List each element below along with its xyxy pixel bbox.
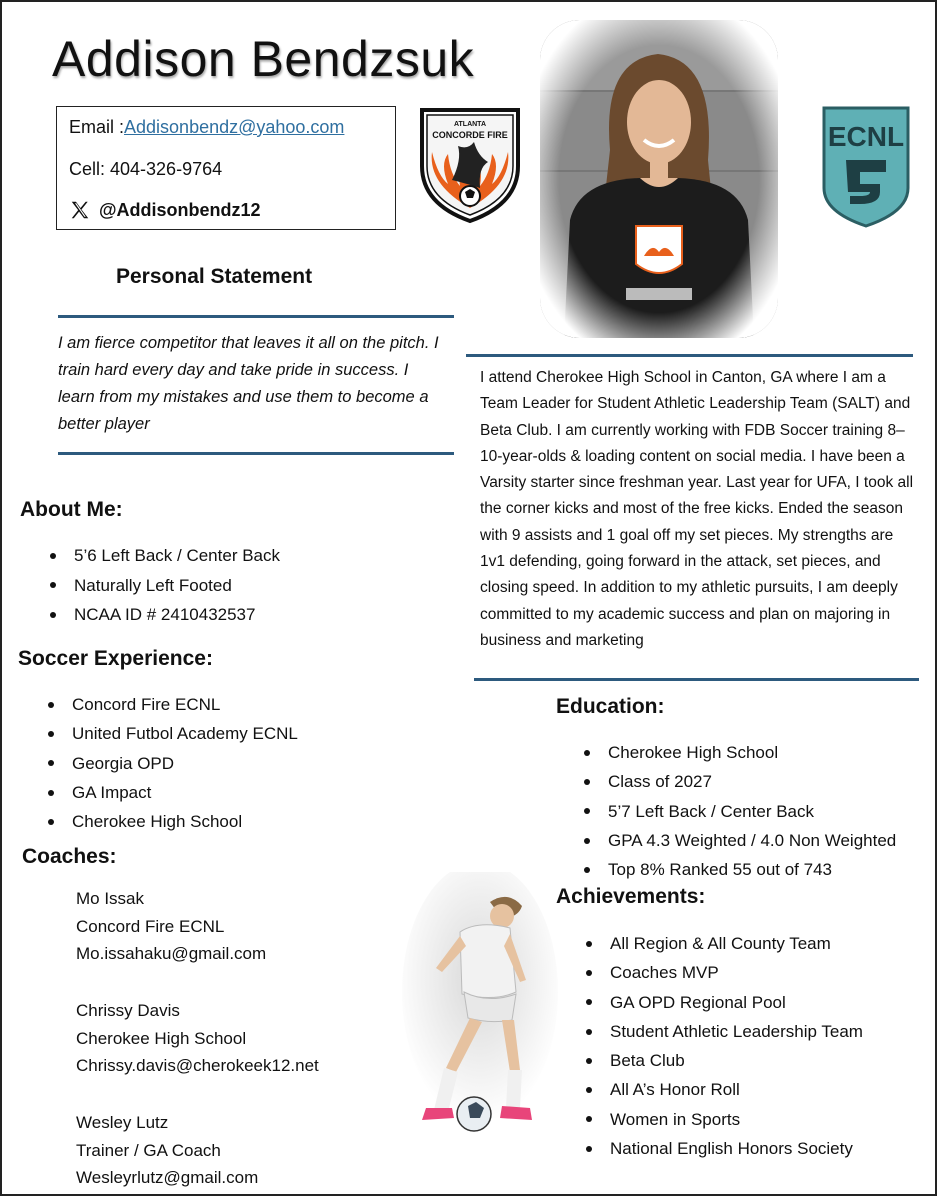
education-item: Class of 2027 [582, 767, 896, 796]
contact-box [56, 106, 396, 230]
fire-logo-name: CONCORDE FIRE [432, 130, 508, 140]
experience-item: Georgia OPD [46, 749, 298, 778]
about-title: About Me: [20, 498, 123, 521]
email-label: Email : [69, 117, 125, 137]
email-link[interactable]: Addisonbendz@yahoo.com [124, 117, 345, 137]
fire-logo-top: ATLANTA [453, 121, 487, 128]
education-title: Education: [556, 695, 665, 718]
achievement-item: Coaches MVP [584, 958, 863, 987]
experience-title: Soccer Experience: [18, 647, 213, 670]
coach-entry [76, 997, 319, 1080]
cell-line: Cell: 404-326-9764 [69, 159, 223, 179]
achievement-item: GA OPD Regional Pool [584, 988, 863, 1017]
achievement-item: National English Honors Society [584, 1134, 863, 1163]
coach-entry [76, 1109, 258, 1192]
experience-item: Concord Fire ECNL [46, 690, 298, 719]
bio-text: I attend Cherokee High School in Canton, GA where I am a Team Leader for Student Athletic Leadership Team (SALT) and Beta Club. I am currently working with FDB Soccer training 8–10-year-olds & loading content on social media. I have been a Varsity starter since freshman year. Last year for UFA, I took all the corner kicks and most of the free kicks. Ended the season with 9 assists and 1 goal off my set pieces. My strengths are 1v1 defending, going forward in the attack, set pieces, and closing speed. In addition to my athletic pursuits, I am deeply committed to my academic success and plan on majoring in business and marketing [480, 369, 914, 649]
coach-name: Wesley Lutz [76, 1113, 169, 1132]
ecnl-logo [820, 104, 912, 230]
player-name: Addison Bendzsuk [52, 31, 475, 87]
coach-entry [76, 885, 266, 968]
achievements-list [584, 929, 863, 1163]
coach-role: Cherokee High School [76, 1028, 247, 1048]
coach-role: Concord Fire ECNL [76, 916, 225, 936]
achievement-item: All Region & All County Team [584, 929, 863, 958]
about-item: NCAA ID # 2410432537 [48, 600, 280, 630]
coaches-title: Coaches: [22, 845, 117, 868]
personal-statement-title: Personal Statement [116, 265, 313, 288]
experience-item: Cherokee High School [46, 807, 298, 836]
achievements-title: Achievements: [556, 885, 706, 908]
education-item: Cherokee High School [582, 738, 896, 767]
x-logo-icon [69, 199, 91, 221]
coach-role: Trainer / GA Coach [76, 1140, 221, 1160]
coach-name: Chrissy Davis [76, 1001, 180, 1020]
about-list [48, 541, 280, 630]
experience-item: GA Impact [46, 778, 298, 807]
player-portrait-image [540, 20, 778, 338]
achievement-item: Women in Sports [584, 1105, 863, 1134]
about-item: Naturally Left Footed [48, 571, 280, 601]
divider [58, 315, 454, 318]
divider [58, 452, 454, 455]
email-line [69, 117, 344, 138]
coach-email[interactable]: Chrissy.davis@cherokeek12.net [76, 1056, 319, 1075]
divider [466, 354, 913, 357]
education-item: 5’7 Left Back / Center Back [582, 797, 896, 826]
x-handle[interactable]: @Addisonbendz12 [99, 199, 261, 220]
ecnl-logo-text: ECNL [827, 121, 905, 152]
education-item: GPA 4.3 Weighted / 4.0 Non Weighted [582, 826, 896, 855]
education-list [582, 738, 896, 884]
coach-email[interactable]: Wesleyrlutz@gmail.com [76, 1168, 259, 1187]
divider [474, 678, 919, 681]
education-item: Top 8% Ranked 55 out of 743 [582, 855, 896, 884]
x-line [69, 199, 261, 221]
coach-email[interactable]: Mo.issahaku@gmail.com [76, 944, 267, 963]
experience-item: United Futbol Academy ECNL [46, 719, 298, 748]
experience-list [46, 690, 298, 836]
about-item: 5’6 Left Back / Center Back [48, 541, 280, 571]
achievement-item: All A’s Honor Roll [584, 1075, 863, 1104]
achievement-item: Beta Club [584, 1046, 863, 1075]
coach-name: Mo Issak [76, 889, 145, 908]
personal-statement-text: I am fierce competitor that leaves it all on the pitch. I train hard every day and take pride in success. I learn from my mistakes and use them to become a better player [58, 334, 439, 433]
achievement-item: Student Athletic Leadership Team [584, 1017, 863, 1046]
action-photo [398, 872, 558, 1142]
player-photo [540, 20, 778, 338]
concorde-fire-logo [418, 104, 522, 224]
